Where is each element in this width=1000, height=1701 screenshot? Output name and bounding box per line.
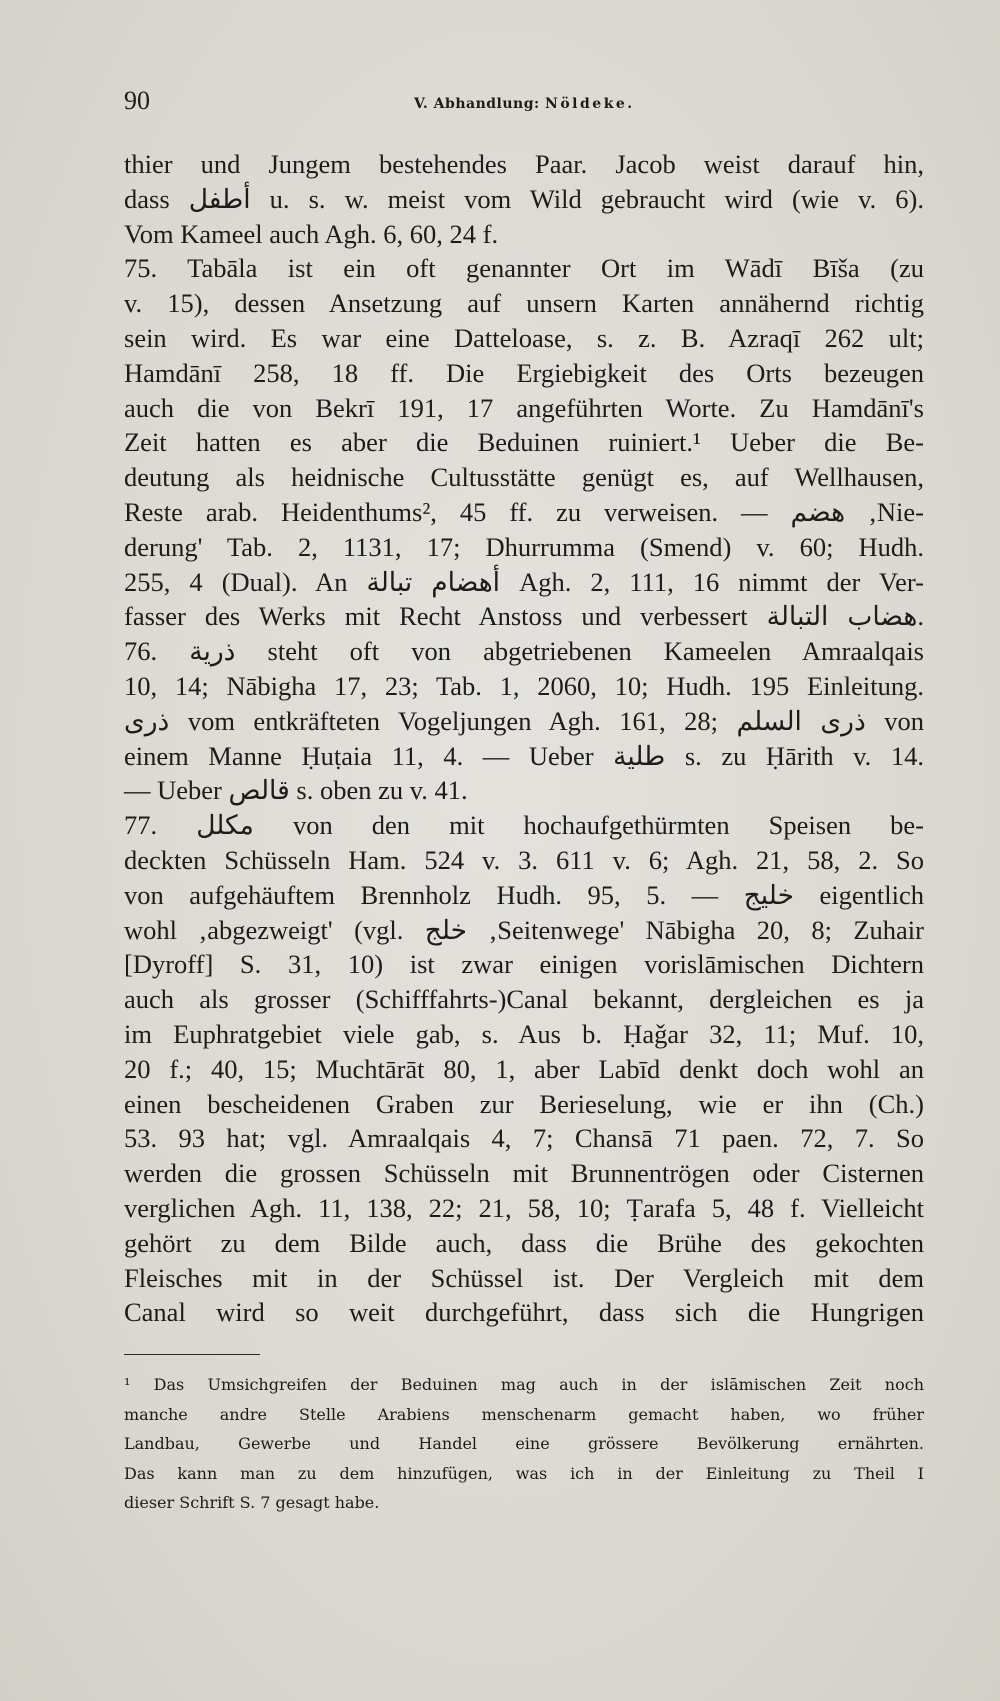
page-header [124, 86, 924, 122]
footnote-divider [124, 1354, 260, 1355]
body-line: Zeit hatten es aber die Beduinen ruiniert.¹ Ueber die Be- [124, 427, 924, 458]
body-line: derung' Tab. 2, 1131, 17; Dhurrumma (Smend) v. 60; Hudh. [124, 531, 924, 562]
footnote-line: manche andre Stelle Arabiens menschenarm gemacht haben, wo früher [124, 1404, 924, 1424]
footnote-line: Landbau, Gewerbe und Handel eine grössere Bevölkerung ernährten. [124, 1434, 924, 1453]
body-line: Hamdānī 258, 18 ff. Die Ergiebigkeit des Orts bezeugen [124, 357, 924, 388]
running-head-author: Nöldeke. [545, 96, 635, 112]
body-line: verglichen Agh. 11, 138, 22; 21, 58, 10; Ṭarafa 5, 48 f. Vielleicht [124, 1192, 924, 1223]
body-line: 10, 14; Nābigha 17, 23; Tab. 1, 2060, 10; Hudh. 195 Einleitung. [124, 670, 924, 701]
body-line: deutung als heidnische Cultusstätte genügt es, auf Wellhausen, [124, 462, 924, 493]
body-text [124, 147, 924, 1330]
body-line: werden die grossen Schüsseln mit Brunnentrögen oder Cisternen [124, 1158, 924, 1189]
footnote-line: dieser Schrift S. 7 gesagt habe. [124, 1493, 380, 1512]
body-line: wohl ‚abgezweigt' (vgl. خلج ‚Seitenwege' Nābigha 20, 8; Zuhair [124, 914, 924, 945]
body-line: [Dyroff] S. 31, 10) ist zwar einigen vorislāmischen Dichtern [124, 949, 924, 980]
body-line: 20 f.; 40, 15; Muchtārāt 80, 1, aber Labīd denkt doch wohl an [124, 1053, 924, 1084]
body-line: sein wird. Es war eine Datteloase, s. z. B. Azraqī 262 ult; [124, 322, 924, 353]
body-line: 77. مكلل von den mit hochaufgethürmten Speisen be- [124, 810, 924, 841]
body-line: fasser des Werks mit Recht Anstoss und verbessert هضاب التبالة. [124, 601, 925, 632]
body-line: dass أطفل u. s. w. meist vom Wild gebraucht wird (wie v. 6). [124, 183, 924, 214]
body-line: thier und Jungem bestehendes Paar. Jacob weist darauf hin, [124, 149, 924, 179]
footnote [124, 1370, 924, 1518]
body-line: Vom Kameel auch Agh. 6, 60, 24 f. [124, 218, 499, 249]
body-line: 76. ذرية steht oft von abgetriebenen Kameelen Amraalqais [124, 636, 924, 667]
body-line: auch die von Bekrī 191, 17 angeführten Worte. Zu Hamdānī's [124, 392, 924, 423]
body-line: auch als grosser (Schifffahrts-)Canal bekannt, dergleichen es ja [124, 984, 924, 1015]
body-line: gehört zu dem Bilde auch, dass die Brühe des gekochten [124, 1227, 924, 1258]
page-number: 90 [124, 86, 150, 115]
body-line: einem Manne Ḥuṭaia 11, 4. — Ueber طلية s. zu Ḥārith v. 14. [124, 740, 924, 771]
body-line: v. 15), dessen Ansetzung auf unsern Karten annähernd richtig [124, 288, 924, 319]
body-line: — Ueber قالص s. oben zu v. 41. [124, 775, 468, 806]
body-line: von aufgehäuftem Brennholz Hudh. 95, 5. — خليج eigentlich [124, 879, 924, 910]
body-line: Reste arab. Heidenthums², 45 ff. zu verweisen. — هضم ‚Nie- [124, 496, 924, 527]
footnote-line: ¹ Das Umsichgreifen der Beduinen mag auch in der islāmischen Zeit noch [124, 1375, 924, 1394]
body-line: Canal wird so weit durchgeführt, dass sich die Hungrigen [124, 1297, 924, 1328]
running-head [414, 96, 635, 112]
running-head-prefix: V. Abhandlung: [414, 96, 540, 112]
body-line: Fleisches mit in der Schüssel ist. Der Vergleich mit dem [124, 1262, 924, 1293]
body-line: im Euphratgebiet viele gab, s. Aus b. Ḥaǧar 32, 11; Muf. 10, [124, 1018, 924, 1049]
footnote-line: Das kann man zu dem hinzufügen, was ich in der Einleitung zu Theil I [124, 1463, 924, 1483]
body-line: einen bescheidenen Graben zur Berieselung, wie er ihn (Ch.) [124, 1088, 924, 1119]
body-line: 53. 93 hat; vgl. Amraalqais 4, 7; Chansā 71 paen. 72, 7. So [124, 1123, 924, 1154]
body-line: deckten Schüsseln Ham. 524 v. 3. 611 v. 6; Agh. 21, 58, 2. So [124, 844, 924, 875]
body-line: 255, 4 (Dual). An أهضام تبالة Agh. 2, 111, 16 nimmt der Ver- [124, 566, 925, 597]
body-line: 75. Tabāla ist ein oft genannter Ort im Wādī Bīša (zu [124, 253, 924, 284]
body-line: ذرى vom entkräfteten Vogeljungen Agh. 161, 28; ذرى السلم von [124, 705, 925, 736]
